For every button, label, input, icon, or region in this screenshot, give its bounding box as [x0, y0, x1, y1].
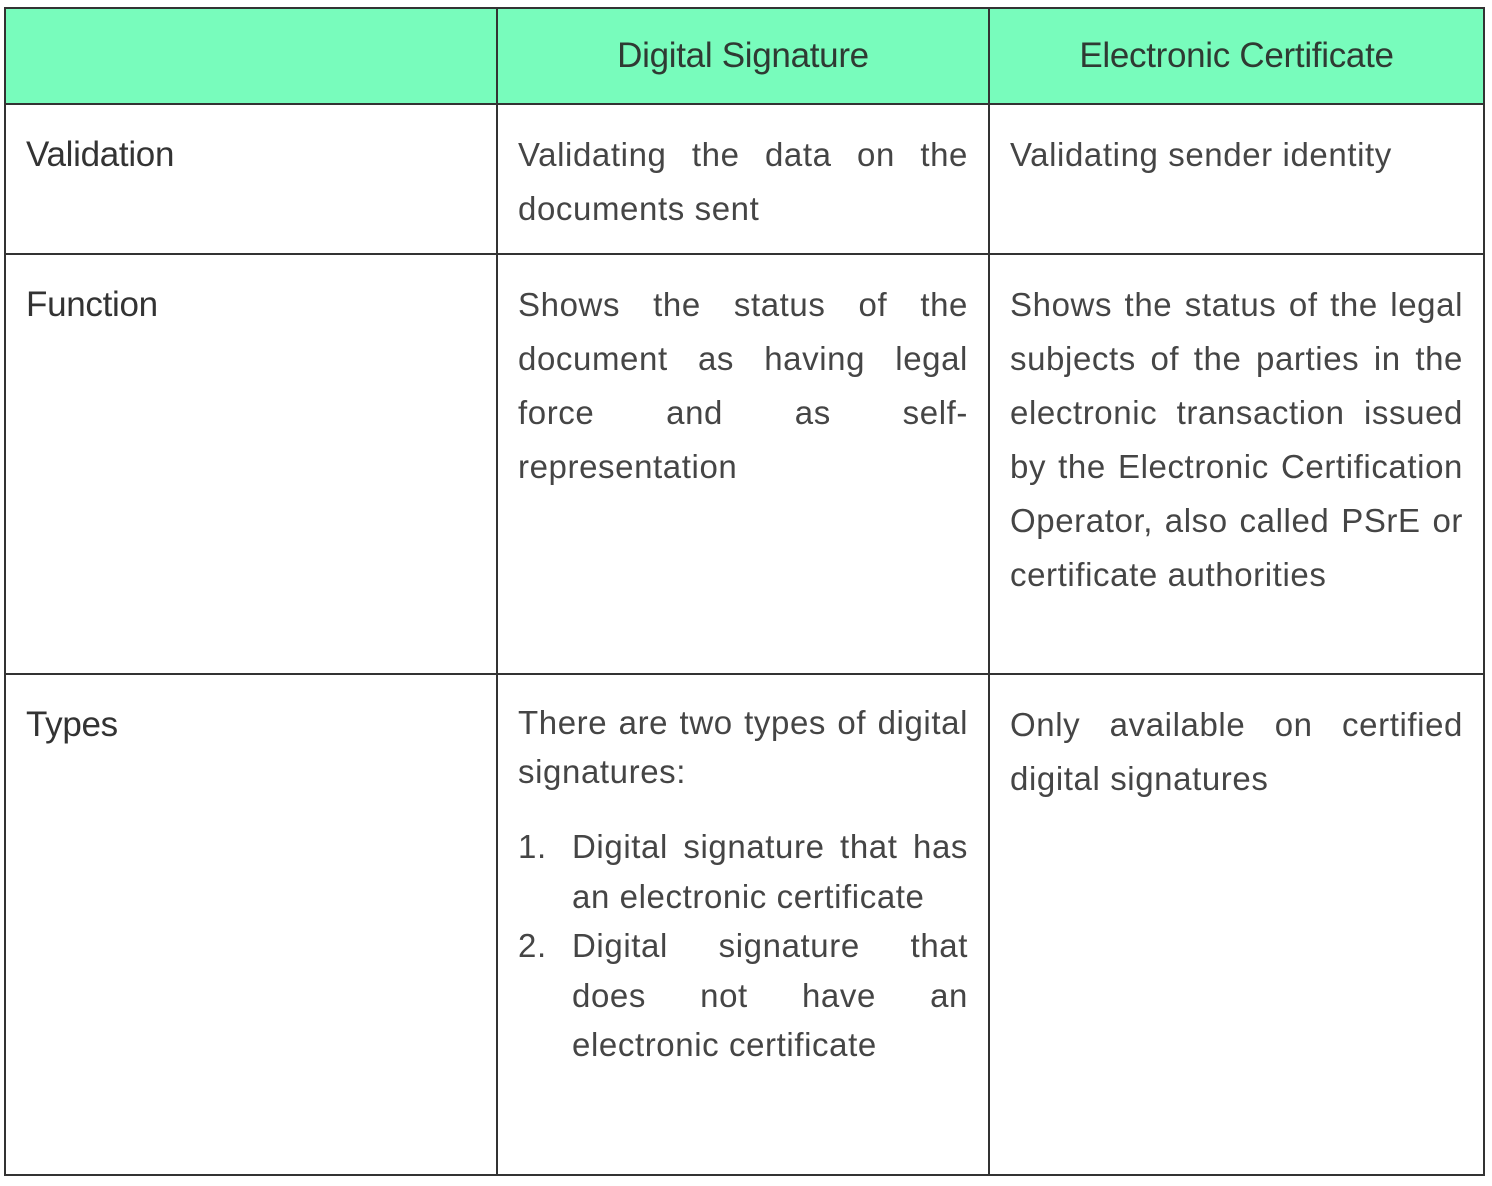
list-item: [518, 822, 968, 921]
header-corner-cell: [5, 8, 497, 104]
header-digital-signature: Digital Signature: [497, 8, 989, 104]
comparison-table: [4, 7, 1485, 1176]
cell-function-electronic-certificate: [989, 254, 1484, 674]
list-item: [518, 921, 968, 1070]
types-intro-text: There are two types of digital signatures:: [518, 704, 968, 790]
list-text: Digital signature that has an electronic certificate: [572, 828, 968, 915]
table-row: [5, 254, 1484, 674]
cell-validation-digital-signature: [497, 104, 989, 254]
row-label-validation: Validation: [5, 104, 497, 254]
list-number: 1.: [518, 828, 547, 865]
table-header-row: [5, 8, 1484, 104]
cell-text: Shows the status of the legal subjects of the parties in the electronic transaction issued by the Electronic Certification Operator, also called PSrE or certificate authorities: [1010, 286, 1463, 593]
header-electronic-certificate: Electronic Certificate: [989, 8, 1484, 104]
cell-text: Only available on certified digital signatures: [1010, 706, 1463, 797]
cell-function-digital-signature: [497, 254, 989, 674]
row-label-types: Types: [5, 674, 497, 1175]
list-number: 2.: [518, 927, 547, 964]
row-label-function: Function: [5, 254, 497, 674]
table-row: [5, 104, 1484, 254]
list-text: Digital signature that does not have an electronic certificate: [572, 927, 968, 1063]
table-row: [5, 674, 1484, 1175]
cell-text: Validating the data on the documents sent: [518, 136, 968, 227]
cell-text: Shows the status of the document as having legal force and as self-representation: [518, 286, 968, 485]
cell-types-electronic-certificate: [989, 674, 1484, 1175]
cell-text: Validating sender identity: [1010, 136, 1392, 173]
cell-validation-electronic-certificate: [989, 104, 1484, 254]
cell-types-digital-signature: [497, 674, 989, 1175]
types-list: [518, 822, 968, 1070]
